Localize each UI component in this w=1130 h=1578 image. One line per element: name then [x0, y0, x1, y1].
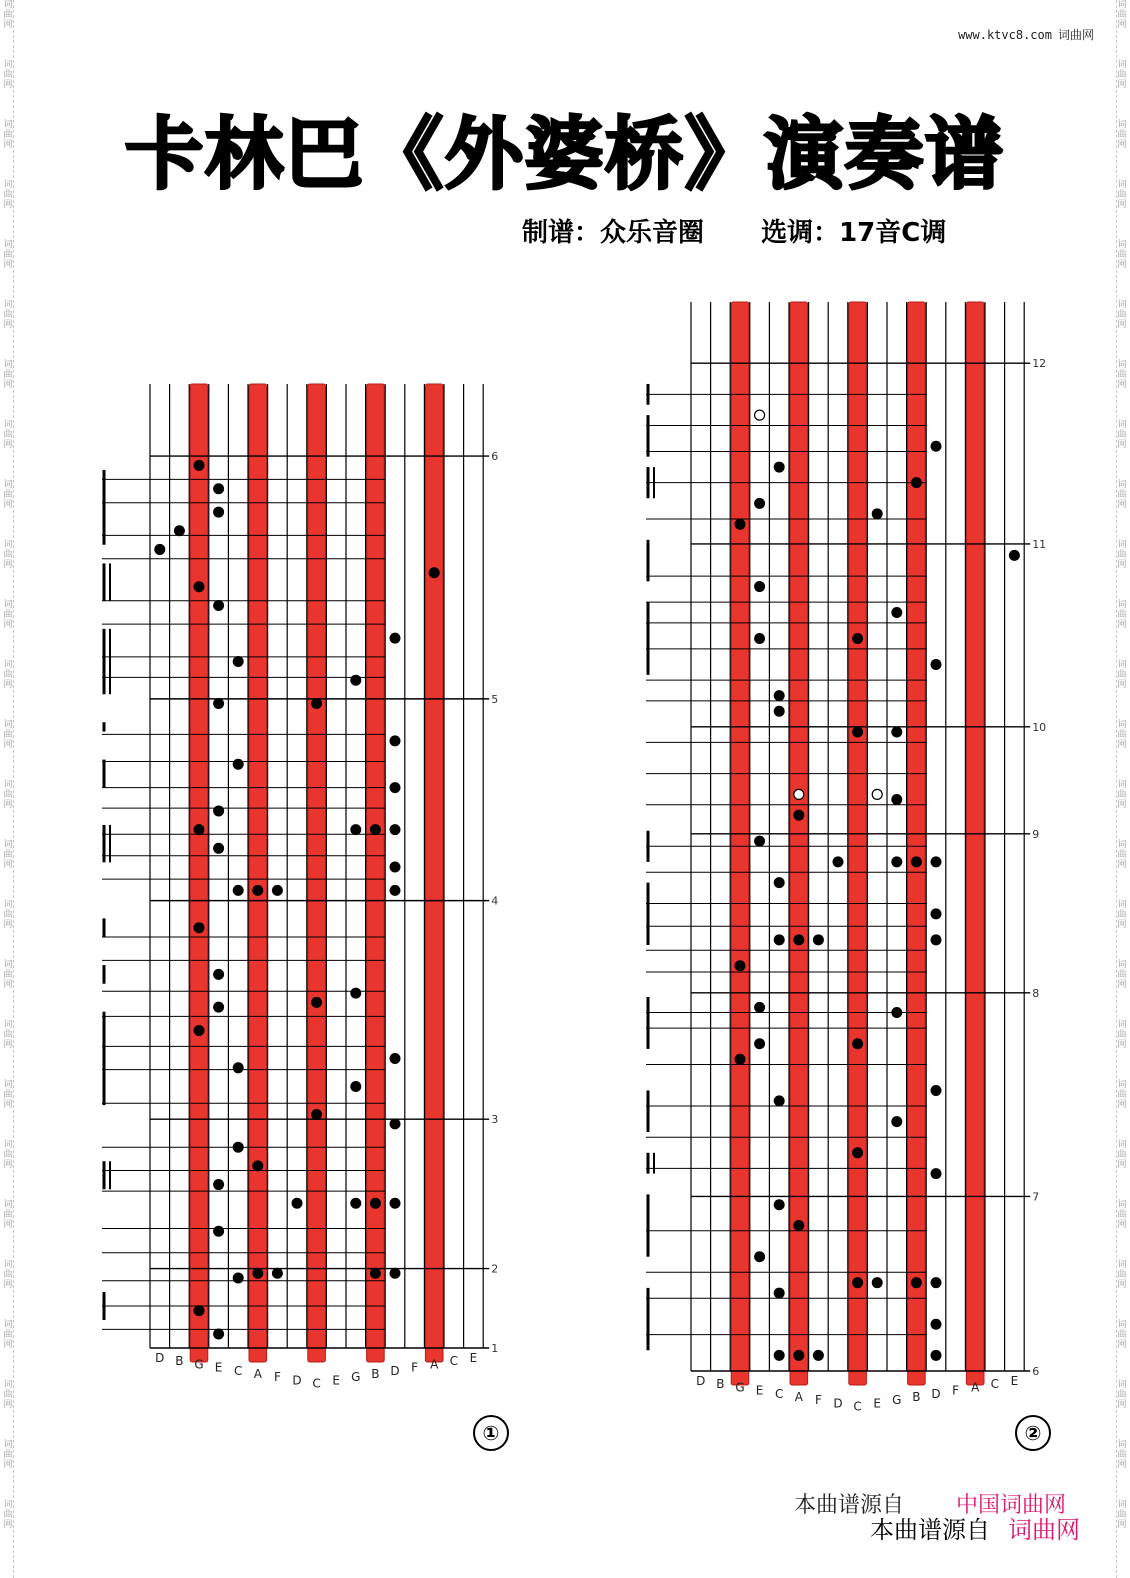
- note-dot: [931, 908, 942, 919]
- note-dot: [754, 836, 765, 847]
- key-label: B: [716, 1377, 725, 1392]
- note-dot: [754, 498, 765, 509]
- key-label: A: [971, 1380, 980, 1395]
- note-dot: [813, 934, 824, 945]
- footer-ghost-label: 本曲谱源自: [794, 1493, 905, 1518]
- note-dot: [252, 1268, 263, 1279]
- open-note: [755, 410, 765, 420]
- watermark-text: 词曲网: [1117, 1440, 1127, 1470]
- key-label: C: [312, 1376, 321, 1391]
- key-label: C: [853, 1399, 862, 1414]
- note-dot: [774, 1199, 785, 1210]
- note-dot: [252, 1160, 263, 1171]
- watermark-text: 词曲网: [3, 540, 13, 570]
- watermark-text: 词曲网: [3, 1320, 13, 1350]
- note-dot: [891, 1007, 902, 1018]
- note-dot: [852, 1038, 863, 1049]
- red-tine: [966, 302, 984, 1385]
- note-dot: [213, 805, 224, 816]
- key-label: F: [952, 1383, 960, 1398]
- watermark-text: 词曲网: [1117, 0, 1127, 30]
- note-dot: [774, 1095, 785, 1106]
- watermark-text: 词曲网: [1117, 660, 1127, 690]
- watermark-text: 词曲网: [1117, 780, 1127, 810]
- note-dot: [194, 581, 205, 592]
- note-dot: [931, 1085, 942, 1096]
- key-label: E: [873, 1396, 881, 1411]
- watermark-text: 词曲网: [3, 240, 13, 270]
- watermark-text: 词曲网: [1117, 540, 1127, 570]
- site-url-text[interactable]: www.ktvc8.com: [958, 28, 1052, 42]
- note-dot: [911, 477, 922, 488]
- note-dot: [813, 1350, 824, 1361]
- note-dot: [931, 856, 942, 867]
- credits-line: [522, 212, 994, 249]
- note-dot: [931, 1319, 942, 1330]
- left-watermark-column: [1, 0, 15, 1578]
- key-label: C: [990, 1377, 999, 1392]
- note-dot: [390, 633, 401, 644]
- note-dot: [774, 877, 785, 888]
- note-dot: [891, 856, 902, 867]
- note-dot: [911, 1277, 922, 1288]
- measure-number: 10: [1032, 720, 1047, 734]
- watermark-text: 词曲网: [3, 600, 13, 630]
- note-dot: [272, 1268, 283, 1279]
- watermark-text: 词曲网: [3, 1500, 13, 1530]
- note-dot: [429, 567, 440, 578]
- note-dot: [754, 581, 765, 592]
- key-label: A: [794, 1390, 803, 1404]
- watermark-text: 词曲网: [1117, 1200, 1127, 1230]
- note-dot: [390, 1053, 401, 1064]
- key-label: G: [351, 1370, 361, 1385]
- note-dot: [350, 1081, 361, 1092]
- measure-number: 3: [491, 1113, 499, 1127]
- watermark-text: 词曲网: [1117, 180, 1127, 210]
- watermark-text: 词曲网: [3, 360, 13, 390]
- note-dot: [793, 1220, 804, 1231]
- note-dot: [931, 1277, 942, 1288]
- note-dot: [390, 1118, 401, 1129]
- watermark-text: 词曲网: [1117, 1080, 1127, 1110]
- watermark-text: 词曲网: [3, 660, 13, 690]
- watermark-text: 词曲网: [3, 300, 13, 330]
- note-dot: [793, 810, 804, 821]
- watermark-text: 词曲网: [3, 960, 13, 990]
- note-dot: [390, 1198, 401, 1209]
- note-dot: [754, 1251, 765, 1262]
- watermark-text: 词曲网: [3, 1380, 13, 1410]
- watermark-text: 词曲网: [1117, 1380, 1127, 1410]
- note-dot: [194, 824, 205, 835]
- measure-number: 6: [491, 450, 499, 464]
- watermark-text: 词曲网: [3, 1200, 13, 1230]
- watermark-text: 词曲网: [3, 720, 13, 750]
- key-label: D: [155, 1351, 165, 1365]
- measure-number: 6: [1032, 1365, 1040, 1378]
- note-dot: [891, 727, 902, 738]
- arranger-credit: 制谱：众乐音圈: [522, 218, 705, 248]
- note-dot: [350, 824, 361, 835]
- note-dot: [213, 698, 224, 709]
- note-dot: [272, 885, 283, 896]
- key-label: G: [194, 1357, 204, 1372]
- key-label: F: [273, 1370, 281, 1385]
- note-dot: [891, 607, 902, 618]
- note-dot: [390, 735, 401, 746]
- note-dot: [931, 1350, 942, 1361]
- note-dot: [793, 1350, 804, 1361]
- watermark-text: 词曲网: [1117, 960, 1127, 990]
- key-label: E: [1010, 1374, 1019, 1388]
- note-dot: [931, 1168, 942, 1179]
- watermark-text: 词曲网: [1117, 1140, 1127, 1170]
- note-dot: [931, 441, 942, 452]
- watermark-text: 词曲网: [1117, 300, 1127, 330]
- watermark-text: 词曲网: [3, 420, 13, 450]
- site-header: [958, 26, 1094, 43]
- note-dot: [233, 885, 244, 896]
- note-dot: [931, 659, 942, 670]
- note-dot: [350, 675, 361, 686]
- note-dot: [774, 462, 785, 473]
- watermark-text: 词曲网: [1117, 600, 1127, 630]
- note-dot: [754, 1038, 765, 1049]
- note-dot: [852, 727, 863, 738]
- measure-number: 1: [491, 1342, 499, 1355]
- watermark-text: 词曲网: [1117, 120, 1127, 150]
- watermark-text: 词曲网: [3, 840, 13, 870]
- watermark-text: 词曲网: [3, 480, 13, 510]
- note-dot: [194, 922, 205, 933]
- note-dot: [350, 988, 361, 999]
- note-dot: [931, 934, 942, 945]
- key-label: D: [292, 1373, 302, 1388]
- right-watermark-column: [1115, 0, 1129, 1578]
- note-dot: [213, 483, 224, 494]
- watermark-text: 词曲网: [3, 180, 13, 210]
- note-dot: [194, 1305, 205, 1316]
- note-dot: [735, 960, 746, 971]
- note-dot: [390, 824, 401, 835]
- red-tine: [249, 384, 267, 1362]
- note-dot: [735, 1054, 746, 1065]
- key-label: G: [735, 1380, 745, 1395]
- key-label: E: [469, 1351, 478, 1365]
- red-tine: [190, 384, 208, 1362]
- note-dot: [774, 706, 785, 717]
- section-number-2: ②: [1015, 1415, 1051, 1451]
- key-label: F: [411, 1360, 419, 1375]
- note-dot: [872, 508, 883, 519]
- note-dot: [233, 759, 244, 770]
- measure-number: 4: [491, 894, 499, 908]
- note-dot: [233, 1142, 244, 1153]
- watermark-text: 词曲网: [3, 1260, 13, 1290]
- footer-source-site[interactable]: 词曲网: [1008, 1516, 1080, 1544]
- key-label: F: [814, 1393, 822, 1408]
- key-label: D: [696, 1374, 706, 1388]
- open-note: [794, 789, 804, 799]
- key-label: D: [931, 1386, 941, 1401]
- page-title: 卡林巴《外婆桥》演奏谱: [124, 110, 1005, 200]
- note-dot: [754, 633, 765, 644]
- note-dot: [774, 1288, 785, 1299]
- watermark-text: 词曲网: [3, 780, 13, 810]
- note-dot: [233, 1062, 244, 1073]
- watermark-text: 词曲网: [1117, 1020, 1127, 1050]
- note-dot: [311, 997, 322, 1008]
- note-dot: [370, 1268, 381, 1279]
- note-dot: [833, 856, 844, 867]
- note-dot: [174, 525, 185, 536]
- watermark-text: 词曲网: [1117, 900, 1127, 930]
- note-dot: [292, 1198, 303, 1209]
- note-dot: [213, 969, 224, 980]
- note-dot: [852, 1277, 863, 1288]
- measure-number: 7: [1032, 1190, 1040, 1204]
- watermark-text: 词曲网: [1117, 240, 1127, 270]
- note-dot: [213, 1002, 224, 1013]
- open-note: [872, 789, 882, 799]
- key-credit: 选调：17音C调: [761, 218, 947, 248]
- watermark-text: 词曲网: [3, 1140, 13, 1170]
- note-dot: [194, 460, 205, 471]
- note-dot: [911, 856, 922, 867]
- watermark-text: 词曲网: [1117, 840, 1127, 870]
- measure-number: 2: [491, 1262, 499, 1276]
- note-dot: [213, 600, 224, 611]
- note-dot: [213, 507, 224, 518]
- watermark-text: 词曲网: [1117, 1320, 1127, 1350]
- footer-source-label: 本曲谱源自: [870, 1516, 990, 1544]
- key-label: B: [175, 1354, 184, 1369]
- note-dot: [194, 1025, 205, 1036]
- watermark-text: 词曲网: [1117, 480, 1127, 510]
- measure-number: 12: [1032, 357, 1047, 371]
- red-tine: [908, 302, 926, 1385]
- note-dot: [852, 1147, 863, 1158]
- note-dot: [1009, 550, 1020, 561]
- site-name-text: 词曲网: [1057, 28, 1094, 42]
- key-label: E: [755, 1383, 764, 1398]
- section-number-1: ①: [473, 1415, 509, 1451]
- note-dot: [233, 656, 244, 667]
- note-dot: [774, 1350, 785, 1361]
- note-dot: [370, 824, 381, 835]
- red-tine: [731, 302, 749, 1385]
- red-tine: [367, 384, 385, 1362]
- note-dot: [213, 1226, 224, 1237]
- note-dot: [213, 843, 224, 854]
- watermark-text: 词曲网: [1117, 720, 1127, 750]
- note-dot: [735, 519, 746, 530]
- key-label: C: [449, 1354, 458, 1369]
- kalimba-tab-section-2: [640, 296, 1060, 1440]
- note-dot: [793, 934, 804, 945]
- watermark-text: 词曲网: [3, 0, 13, 30]
- kalimba-tab-section-1: [96, 378, 516, 1418]
- measure-number: 9: [1032, 827, 1040, 841]
- note-dot: [852, 633, 863, 644]
- note-dot: [774, 934, 785, 945]
- note-dot: [891, 794, 902, 805]
- note-dot: [311, 1109, 322, 1120]
- measure-number: 8: [1032, 986, 1040, 1000]
- key-label: G: [892, 1393, 902, 1408]
- note-dot: [390, 782, 401, 793]
- key-label: B: [371, 1367, 380, 1381]
- note-dot: [370, 1198, 381, 1209]
- watermark-text: 词曲网: [1117, 1500, 1127, 1530]
- note-dot: [390, 1268, 401, 1279]
- watermark-text: 词曲网: [1117, 1260, 1127, 1290]
- watermark-text: 词曲网: [3, 900, 13, 930]
- note-dot: [233, 1272, 244, 1283]
- key-label: E: [214, 1360, 223, 1375]
- note-dot: [891, 1116, 902, 1127]
- watermark-text: 词曲网: [1117, 360, 1127, 390]
- note-dot: [754, 1002, 765, 1013]
- key-label: B: [912, 1390, 921, 1404]
- footer-ghost-site[interactable]: 中国词曲网: [956, 1493, 1067, 1518]
- key-label: A: [430, 1357, 439, 1372]
- note-dot: [390, 885, 401, 896]
- watermark-text: 词曲网: [3, 1080, 13, 1110]
- note-dot: [872, 1277, 883, 1288]
- note-dot: [390, 861, 401, 872]
- watermark-text: 词曲网: [1117, 60, 1127, 90]
- footer-ghost-line: [794, 1488, 1067, 1518]
- key-label: D: [390, 1363, 400, 1378]
- watermark-text: 词曲网: [3, 1440, 13, 1470]
- watermark-text: 词曲网: [3, 60, 13, 90]
- red-tine: [425, 384, 443, 1362]
- red-tine: [308, 384, 326, 1362]
- measure-number: 5: [491, 692, 499, 706]
- watermark-text: 词曲网: [3, 1020, 13, 1050]
- note-dot: [252, 885, 263, 896]
- key-label: C: [775, 1386, 784, 1401]
- key-label: C: [234, 1363, 243, 1378]
- note-dot: [350, 1198, 361, 1209]
- footer-source-line: [870, 1510, 1080, 1545]
- measure-number: 11: [1032, 537, 1047, 551]
- note-dot: [774, 690, 785, 701]
- note-dot: [213, 1179, 224, 1190]
- note-dot: [311, 698, 322, 709]
- key-label: E: [332, 1373, 340, 1388]
- watermark-text: 词曲网: [3, 120, 13, 150]
- note-dot: [154, 544, 165, 555]
- red-tine: [849, 302, 867, 1385]
- key-label: D: [833, 1396, 843, 1411]
- watermark-text: 词曲网: [1117, 420, 1127, 450]
- key-label: A: [253, 1367, 262, 1381]
- note-dot: [213, 1328, 224, 1339]
